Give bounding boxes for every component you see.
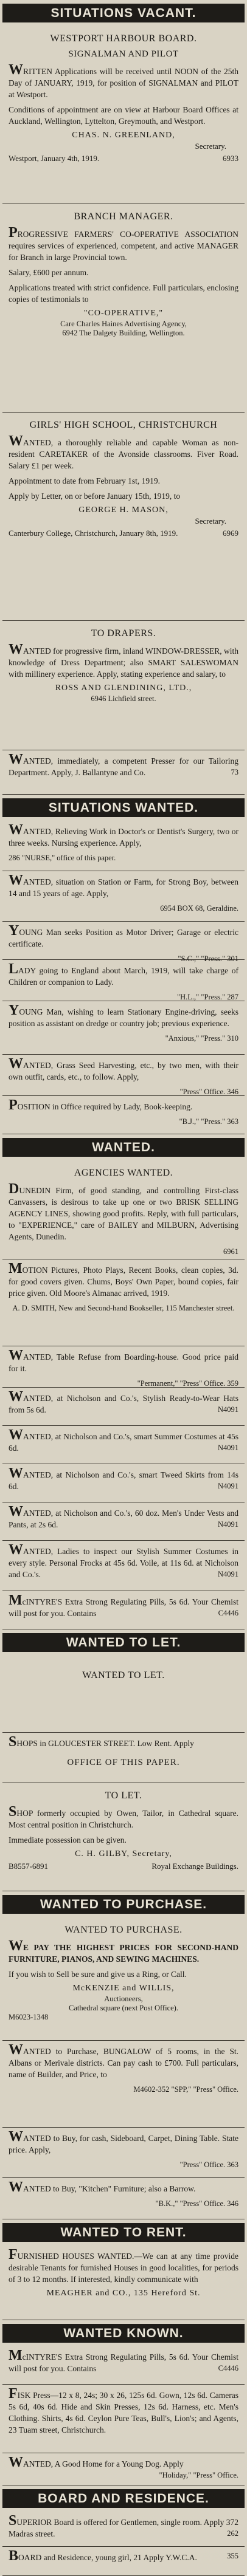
- ad-title: TO DRAPERS.: [91, 628, 156, 639]
- classified-text: LADY going to England about March, 1919, will take charge of Children or companion to Lady.: [9, 961, 238, 987]
- classified-text: YOUNG Man, wishing to learn Stationary Engine-driving, seeks position as assistant on dredge or country job; previous experience.: [9, 1002, 238, 1028]
- classified-text: POSITION in Office required by Lady, Book-keeping.: [9, 1097, 193, 1113]
- newspaper-page: [0, 4, 247, 2564]
- classified-item: [2, 2385, 245, 2453]
- classified-item: [2, 1591, 245, 1629]
- classified-item: [2, 2128, 245, 2178]
- classified-text: WANTED, Relieving Work in Doctor's or Dentist's Surgery, two or three weeks. Nursing experience. Apply,: [9, 822, 238, 848]
- classified-item: [2, 1502, 245, 1541]
- ad-body-2: Appointment to date from February 1st, 1919.: [9, 476, 160, 485]
- classified-tail: "Anxious," "Press." 310: [165, 1034, 238, 1043]
- ad-signature: C. H. GILBY, Secretary,: [75, 1849, 172, 1858]
- classified-tail: N4091: [217, 1520, 238, 1529]
- ad-dateline: [9, 1862, 238, 1871]
- classified-item: [2, 1259, 245, 1346]
- classified-text: [9, 1427, 238, 1454]
- classified-tail: "B.K.," "Press" Office. 346: [155, 2199, 238, 2208]
- classified-text: FISK Press—12 x 8, 24s; 30 x 26, 125s 6d. Gown, 12s 6d. Cameras 5s 6d, 40s 6d. Hide and Skin Presses, 12s 6d. Harness, etc. Men's Clothing. Shirts, 4s 6d. Ceylon Pure Teas, Bull's, Lion's; and Agents, 23 Tuam street, Christchurch.: [9, 2386, 238, 2434]
- ad-title: WANTED TO PURCHASE.: [64, 1925, 183, 1935]
- ad-wanted-to-let: [2, 1656, 245, 1733]
- classified-tail: M4602-352 "SPP," "Press" Office.: [133, 2085, 238, 2094]
- classified-item: [2, 1464, 245, 1502]
- ad-signature-role: Auctioneers,: [104, 1995, 143, 2003]
- classified-item: [2, 821, 245, 871]
- ad-furnished-houses: [2, 2245, 245, 2320]
- section-header-wanted: WANTED.: [2, 1138, 245, 1157]
- ad-ref: 6933: [223, 154, 238, 163]
- ad-presser: [2, 750, 245, 795]
- classified-tail: "B.J.," "Press." 363: [179, 1117, 238, 1126]
- section-header-wanted-to-let: WANTED TO LET.: [2, 1633, 245, 1652]
- ad-office: OFFICE OF THIS PAPER.: [67, 1758, 180, 1767]
- classified-tail: 262: [227, 2529, 238, 2538]
- classified-item: [2, 2041, 245, 2128]
- classified-text-span: McINTYRE'S Extra Strong Regulating Pills, 5s 6d. Your Chemist will post for you. Contains: [9, 1592, 238, 1618]
- classified-text: [9, 1544, 238, 1580]
- ad-signature-role: Secretary.: [195, 142, 226, 151]
- classified-item: [2, 2178, 245, 2219]
- classified-text: [9, 1391, 238, 1416]
- ad-shops-gloucester: [2, 1733, 245, 1783]
- section-header-situations-vacant: SITUATIONS VACANT.: [2, 4, 245, 22]
- classified-text: [9, 2550, 238, 2563]
- ad-agencies-wanted: [2, 1160, 245, 1259]
- classified-text-span: WANTED, Ladies to inspect our Stylish Summer Costumes in every style. Personal Frocks at 45s 6d. Voile, at 11s 6d. at Nicholson and Co.'s.: [9, 1542, 238, 1579]
- classified-text: WANTED to Purchase, BUNGALOW of 5 rooms, in the St. Albans or Merivale districts. Can pay cash to £700. Full particulars, name of Builder, and Price, to: [9, 2042, 238, 2079]
- classified-item: [2, 2547, 245, 2576]
- classified-item: [2, 2346, 245, 2385]
- classified-text-span: WANTED, at Nicholson and Co.'s, smart Summer Costumes at 45s 6d.: [9, 1427, 238, 1453]
- classified-tail: 6954 BOX 68, Geraldine.: [160, 904, 238, 913]
- ad-body-2: Immediate possession can be given.: [9, 1835, 127, 1845]
- classified-text: [9, 2350, 238, 2374]
- ad-body-3: Applications treated with strict confidence. Full particulars, enclosing copies of testimonials to: [9, 283, 238, 304]
- classified-item: [2, 922, 245, 963]
- ad-signature-role: Care Charles Haines Advertising Agency,: [60, 320, 187, 328]
- classified-text: [9, 2454, 238, 2479]
- ad-body-2: Conditions of appointment are on view at Harbour Board Offices at Auckland, Wellington, Lyttelton, Greymouth, and Westport.: [9, 105, 238, 126]
- ad-body: PROGRESSIVE FARMERS' CO-OPERATIVE ASSOCIATION requires services of experienced, competent, and active MANAGER for Branch in large Provincial town.: [9, 225, 238, 262]
- ad-title: TO LET.: [105, 1790, 142, 1801]
- classified-tail: "H.L.," "Press." 287: [177, 993, 238, 1001]
- classified-tail: "Permanent," "Press" Office. 359: [137, 1379, 238, 1388]
- classified-text-span: WANTED, at Nicholson and Co.'s, Stylish Ready-to-Wear Hats from 5s 6d.: [9, 1389, 238, 1414]
- classified-item: [2, 1346, 245, 1388]
- ad-mckenzie-willis: [2, 1917, 245, 2041]
- ad-signature: GEORGE H. MASON,: [78, 505, 169, 515]
- classified-text: MOTION Pictures, Photo Plays, Recent Books, clean copies, 3d. for good covers given. Chums, Boys' Own Paper, bound copies, fair price given. Old Moore's Almanac arrived, 1919.: [9, 1261, 238, 1298]
- ad-ref: 6961: [223, 1247, 238, 1256]
- ad-body-2: Salary, £600 per annum.: [9, 268, 89, 277]
- ad-title: WESTPORT HARBOUR BOARD.: [50, 33, 197, 44]
- classified-text-span: McINTYRE'S Extra Strong Regulating Pills, 5s 6d. Your Chemist will post for you. Contains: [9, 2348, 238, 2373]
- ad-branch-manager: [2, 204, 245, 413]
- classified-item: [2, 1055, 245, 1096]
- classified-tail: N4091: [217, 1405, 238, 1414]
- ad-signature: CHAS. N. GREENLAND,: [72, 131, 175, 140]
- classified-text: WANTED, Grass Seed Harvesting, etc., by two men, with their own outfit, cards, etc., to follow. Apply,: [9, 1056, 238, 1081]
- classified-item: [2, 2512, 245, 2547]
- ad-ref: 73: [231, 768, 238, 776]
- ad-dateline: 6942 The Dalgety Building, Wellington.: [62, 329, 185, 337]
- classified-item: [2, 2453, 245, 2485]
- ad-title: GIRLS' HIGH SCHOOL, CHRISTCHURCH: [29, 420, 218, 430]
- classified-tail: "S.C.," "Press." 301: [178, 954, 238, 963]
- ad-title: BRANCH MANAGER.: [74, 211, 173, 222]
- ad-title: AGENCIES WANTED.: [74, 1168, 173, 1178]
- ad-girls-high-school: [2, 413, 245, 621]
- classified-tail: N4091: [217, 1482, 238, 1490]
- ad-body: FURNISHED HOUSES WANTED.—We can at any time provide desirable Tenants for furnished Houses in good localities, for periods of 3 to 12 months. If interested, kindly communicate with: [9, 2247, 238, 2284]
- classified-tail: N4091: [217, 1570, 238, 1578]
- classified-text: [9, 1465, 238, 1492]
- classified-item: [2, 1541, 245, 1591]
- classified-text: [9, 1506, 238, 1530]
- ad-body: WANTED for progressive firm, inland WINDOW-DRESSER, with knowledge of Dress Department; also SMART SALESWOMAN with millinery experience. Apply, stating experience and salary, to: [9, 642, 238, 679]
- classified-text: YOUNG Man seeks Position as Motor Driver; Garage or electric certificate.: [9, 923, 238, 948]
- section-header-wanted-to-rent: WANTED TO RENT.: [2, 2223, 245, 2242]
- ad-body-3: Apply by Letter, on or before January 15th, 1919, to: [9, 492, 181, 501]
- ad-title: WANTED TO LET.: [82, 1670, 165, 1680]
- ad-signature: McKENZIE and WILLIS,: [72, 1984, 175, 1993]
- section-header-situations-wanted: SITUATIONS WANTED.: [2, 798, 245, 817]
- ad-body: WANTED, a thoroughly reliable and capable Woman as non-resident CARETAKER of the Avonside classrooms. Fiver Road. Salary £1 per week.: [9, 433, 238, 470]
- ad-signature-role: Royal Exchange Buildings.: [151, 1862, 238, 1871]
- ad-dateline: [9, 154, 238, 163]
- ad-date: Canterbury College, Christchurch, January 8th, 1919.: [9, 529, 178, 538]
- classified-text: WANTED, situation on Station or Farm, for Strong Boy, between 14 and 15 years of age. Apply,: [9, 872, 238, 898]
- ad-body-2: If you wish to Sell be sure and give us a Ring, or Call.: [9, 1970, 187, 1979]
- ad-ref: 6969: [223, 529, 238, 538]
- ad-westport-harbour: [2, 26, 245, 204]
- classified-text-span: WANTED, A Good Home for a Young Dog. Apply: [9, 2454, 184, 2470]
- ad-ref: B8557-6891: [9, 1862, 48, 1871]
- classified-tail: C4446: [218, 2364, 238, 2372]
- classified-item: [2, 960, 245, 1001]
- section-header-board-residence: BOARD AND RESIDENCE.: [2, 2489, 245, 2508]
- classified-text: WANTED to Buy, "Kitchen" Furniture; also a Barrow.: [9, 2179, 196, 2195]
- ad-body: WRITTEN Applications will be received until NOON of the 25th Day of JANUARY, 1919, for position of SIGNALMAN and PILOT at Westport.: [9, 62, 238, 99]
- classified-tail: N4091: [217, 1444, 238, 1452]
- ad-ref: M6023-1348: [9, 2013, 49, 2021]
- ad-signature: "CO-OPERATIVE,": [83, 309, 164, 318]
- ad-dateline: 6946 Lichfield street.: [91, 694, 156, 703]
- classified-item: [2, 1096, 245, 1134]
- classified-text-span: BOARD and Residence, young girl, 21 Apply Y.W.C.A.: [9, 2548, 197, 2564]
- classified-text: [9, 1592, 238, 1619]
- ad-signature-role-2: Cathedral square (next Post Office).: [69, 2004, 178, 2012]
- ad-signature: MEAGHER and CO., 135 Hereford St.: [46, 2289, 201, 2298]
- classified-tail: C4446: [218, 1609, 238, 1617]
- classified-text-span: SUPERIOR Board is offered for Gentlemen, single room. Apply 372 Madras street.: [9, 2513, 238, 2538]
- section-header-wanted-known: WANTED KNOWN.: [2, 2324, 245, 2343]
- ad-text: WANTED, immediately, a competent Presser for our Tailoring Department. Apply, J. Ballantyne and Co.: [9, 752, 238, 777]
- ad-signature: ROSS AND GLENDINING, LTD.,: [55, 683, 192, 693]
- classified-text: WANTED to Buy, for cash, Sideboard, Carpet, Dining Table. State price. Apply,: [9, 2129, 238, 2154]
- classified-tail: 355: [227, 2552, 238, 2560]
- ad-to-let-shop: [2, 1783, 245, 1891]
- classified-tail: A. D. SMITH, New and Second-hand Bookseller, 115 Manchester street.: [12, 1304, 235, 1312]
- ad-signature-role: Secretary.: [195, 516, 226, 526]
- classified-text-span: WANTED, at Nicholson and Co.'s, 60 doz. Men's Under Vests and Pants, at 2s 6d.: [9, 1504, 238, 1529]
- ad-body: SHOP formerly occupied by Owen, Tailor, in Cathedral square. Most central position in Christchurch.: [9, 1804, 238, 1829]
- classified-text: WANTED, Table Refuse from Boarding-house. Good price paid for it.: [9, 1348, 238, 1373]
- classified-item: [2, 1001, 245, 1055]
- section-header-wanted-to-purchase: WANTED TO PURCHASE.: [2, 1895, 245, 1914]
- classified-item: [2, 1388, 245, 1426]
- ad-date: Westport, January 4th, 1919.: [9, 154, 100, 163]
- ad-subtitle: SIGNALMAN AND PILOT: [68, 49, 179, 59]
- classified-tail: 286 "NURSE," office of this paper.: [9, 854, 116, 862]
- classified-tail: "Press" Office. 363: [179, 2160, 238, 2169]
- classified-text: [9, 2515, 238, 2540]
- classified-tail: "Press" Office. 346: [179, 1088, 238, 1096]
- ad-body: WE PAY THE HIGHEST PRICES FOR SECOND-HAND FURNITURE, PIANOS, AND SEWING MACHINES.: [9, 1938, 238, 1964]
- ad-body: [9, 754, 238, 778]
- classified-item: [2, 1426, 245, 1464]
- ad-dateline: [9, 529, 238, 538]
- classified-item: [2, 871, 245, 922]
- ad-to-drapers: [2, 621, 245, 750]
- classified-text-span: WANTED, at Nicholson and Co.'s, smart Tweed Skirts from 14s 6d.: [9, 1465, 238, 1491]
- classified-tail: "Holiday," "Press" Office.: [159, 2471, 238, 2479]
- ad-body: SHOPS in GLOUCESTER STREET. Low Rent. Apply: [9, 1734, 194, 1750]
- ad-body: DUNEDIN Firm, of good standing, and controlling First-class Canvassers, is desirous to take up one or two BRISK SELLING AGENCY LINES, showing good profits. Reply, with full particulars, to "EXPERIENCE," care of BAILEY and MILBURN, Advertising Agents, Dunedin.: [9, 1181, 238, 1241]
